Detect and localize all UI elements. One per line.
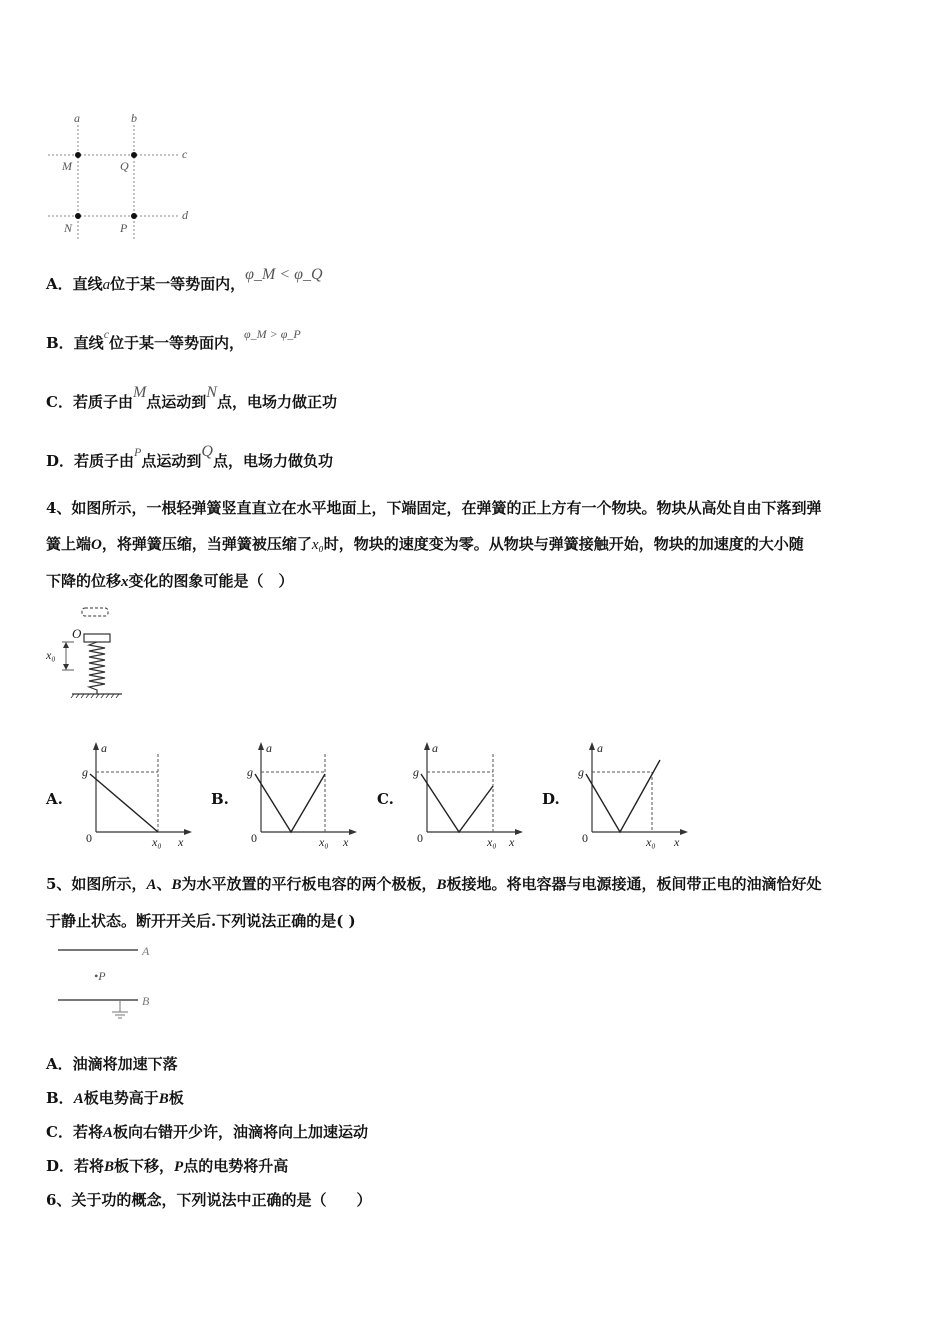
spring-figure [44,604,134,704]
origin-label: 0 [417,831,423,845]
axis-label-x: x [178,835,184,849]
q3-option-C: C．若质子由M点运动到N点，电场力做正功 [46,384,337,411]
tick-label-x0: x₀ [319,835,329,849]
axis-label-x: x [343,835,349,849]
spring [89,642,105,694]
q6-stem: 6、关于功的概念，下列说法中正确的是（ ） [46,1191,372,1209]
q5-stem: 5、如图所示，A、B为水平放置的平行板电容的两个极板，B板接地。将电容器与电源接通，板间带正电的油滴恰好处 于静止状态。断开开关后.下列说法正确的是( ) [46,875,822,930]
axis-label-x: x [674,835,680,849]
axis-label-g: g [82,765,88,779]
capacitor-figure [54,938,164,1028]
axis-label-a: a [101,741,107,755]
tick-label-x0: x₀ [487,835,497,849]
label-b: b [131,111,137,125]
axis-label-g: g [247,765,253,779]
q5-option-A: A．油滴将加速下落 [46,1055,178,1073]
q3-option-D: D．若质子由$^P$点运动到Q点，电场力做负功 [46,443,333,470]
q5-option-B: B．A板电势高于B板 [46,1089,184,1107]
q3-option-B: B．直线$^c$位于某一等势面内，$^{\varphi\_M > \varphi\_P}$ [46,327,301,352]
axis-label-a: a [266,741,272,755]
label-Q: Q [120,159,129,173]
point-Q [131,152,137,158]
point-N [75,213,81,219]
q3-option-A: A．直线a位于某一等势面内，φ_M < φ_Q [46,266,323,293]
axis-label-a: a [432,741,438,755]
q5-option-D: D．若将B板下移，P点的电势将升高 [46,1157,289,1175]
tick-label-x0: x₀ [152,835,162,849]
tick-label-x0: x₀ [646,835,656,849]
label-M: M [62,159,72,173]
q4-option-label: A. [46,790,63,808]
q5-option-C: C．若将A板向右错开少许，油滴将向上加速运动 [46,1123,368,1141]
axis-label-x: x [509,835,515,849]
label-x0: x₀ [46,648,56,662]
label-c: c [182,147,188,161]
phi-expression-A: φ_M < φ_Q [245,266,323,283]
label-point-P: •P [94,969,106,983]
equipotential-lines-figure [40,110,200,245]
block-dashed [82,608,108,616]
a-x-graph [46,740,196,852]
origin-label: 0 [582,831,588,845]
q4-option-label: B. [211,790,229,808]
label-d: d [182,208,188,222]
phi-expression-B: φ_M > φ_P [244,327,301,341]
block [84,634,110,642]
label-P: P [120,221,128,235]
point-M [75,152,81,158]
q4-option-label: C. [377,790,394,808]
label-plate-B: B [142,994,150,1008]
origin-label: 0 [251,831,257,845]
label-a: a [74,111,80,125]
axis-label-g: g [578,765,584,779]
a-x-graph [542,740,692,852]
label-O: O [72,626,82,641]
point-P [131,213,137,219]
a-x-graph [377,740,527,852]
label-plate-A: A [142,944,150,958]
q4-stem: 4、如图所示，一根轻弹簧竖直直立在水平地面上，下端固定，在弹簧的正上方有一个物块。物块从高处自由下落到弹 簧上端O，将弹簧压缩，当弹簧被压缩了x₀时，物块的速度变为零。从物块与弹簧接触开始，物块的加速度的大小随 下降的位移x变化的图象可能是（ ） [46,499,822,590]
label-N: N [64,221,73,235]
axis-label-a: a [597,741,603,755]
axis-label-g: g [413,765,419,779]
origin-label: 0 [86,831,92,845]
q4-option-label: D. [542,790,560,808]
a-x-graph [211,740,361,852]
